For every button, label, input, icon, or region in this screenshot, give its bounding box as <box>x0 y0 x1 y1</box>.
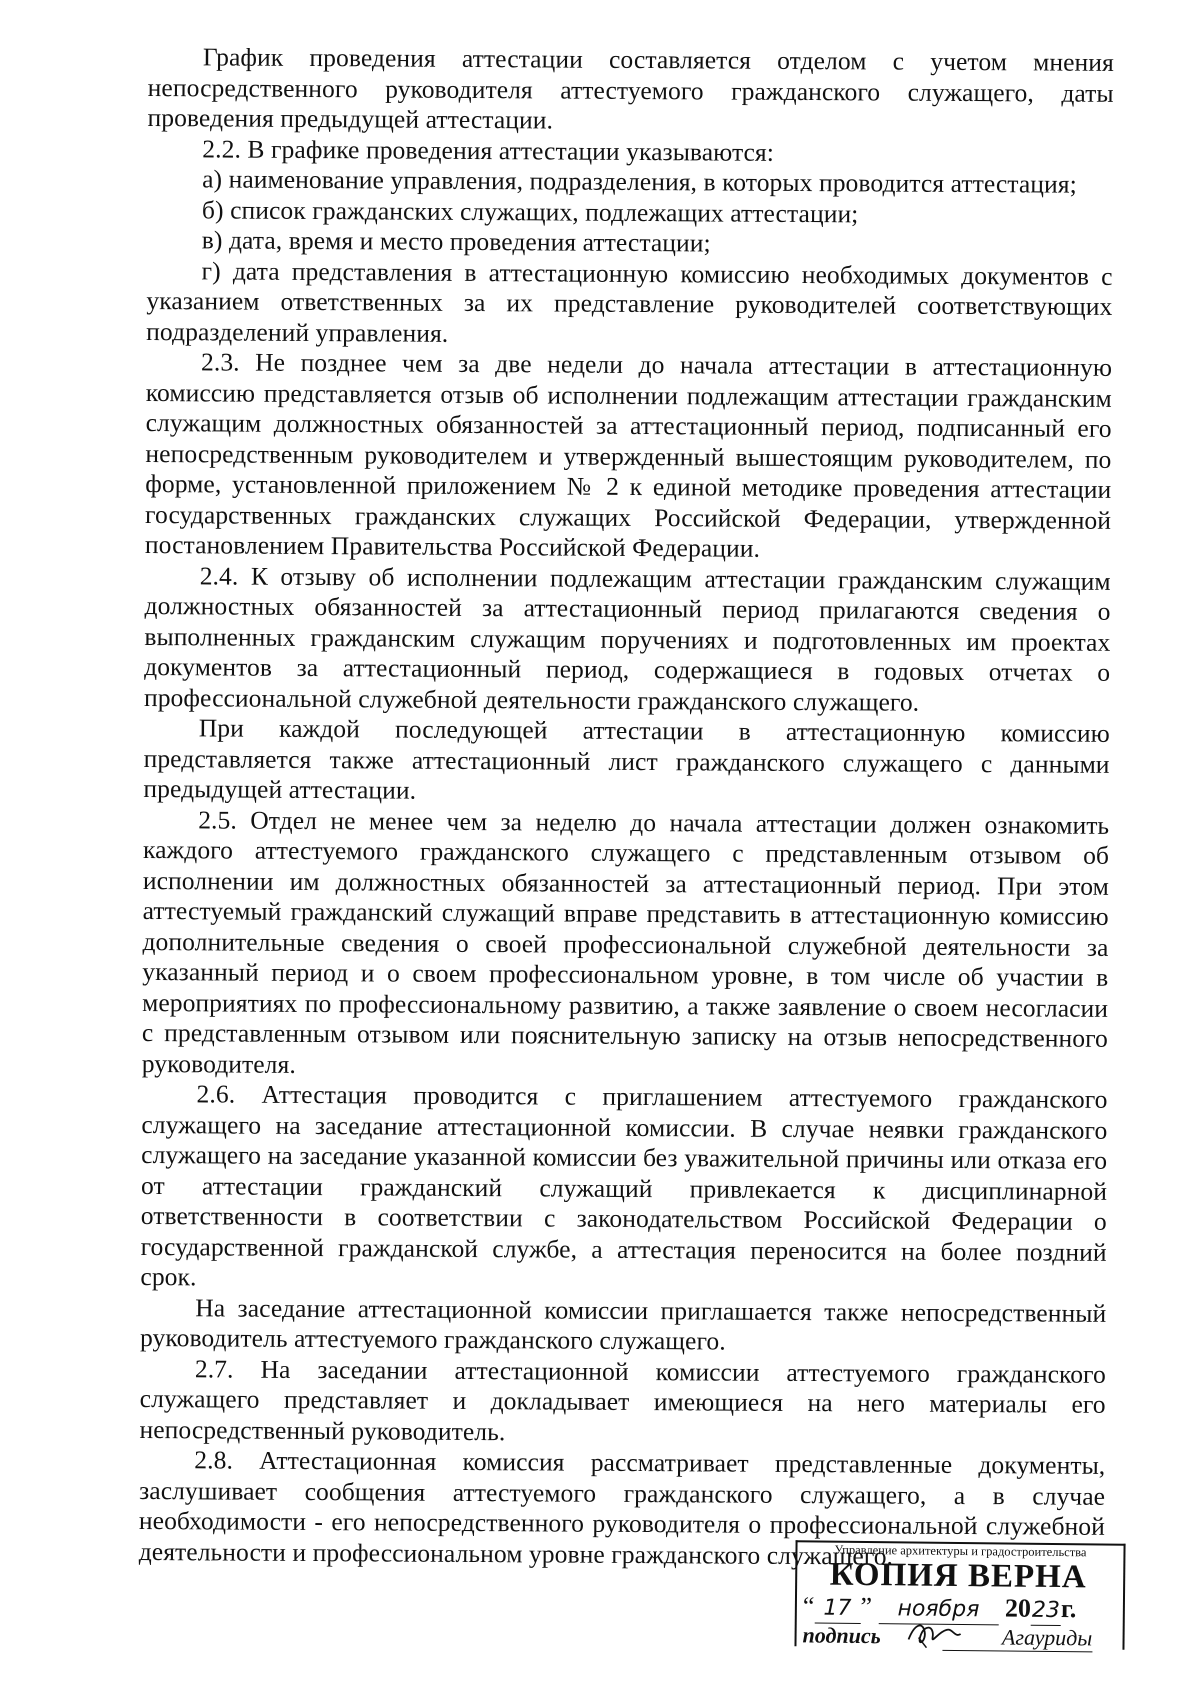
paragraph-2-7: 2.7. На заседании аттестационной комиссии аттестуемого гражданского служащего представляет и докладывает имеющиеся на него материалы его непосредственный руководитель. <box>139 1353 1106 1446</box>
paragraph-subsequent-attestation: При каждой последующей аттестации в аттестационную комиссию представляется также аттестационный лист гражданского служащего с данными предыдущей аттестации. <box>143 713 1110 805</box>
close-quote: ” <box>860 1591 873 1622</box>
stamp-year-prefix: 20 <box>1004 1593 1032 1623</box>
stamp-title: КОПИЯ ВЕРНА <box>829 1556 1087 1596</box>
signature-label: подпись <box>802 1622 881 1649</box>
document-body <box>139 42 1114 1573</box>
stamp-month: ноября <box>878 1595 998 1625</box>
paragraph-2-5: 2.5. Отдел не менее чем за неделю до начала аттестации должен ознакомить каждого аттестуемого гражданского служащего с представленным отзывом об исполнении им должностных обязанностей за аттестационный период. При этом аттестуемый гражданский служащий вправе представить в аттестационную комиссию дополнительные сведения о своей профессиональной служебной деятельности за указанный период и о своем профессиональном уровне, в том числе об участии в мероприятиях по профессиональному развитию, а также заявление о своем несогласии с представленным отзывом или пояснительную записку на отзыв непосредственного руководителя. <box>141 804 1110 1079</box>
list-item-b: б) список гражданских служащих, подлежащих аттестации; <box>201 194 859 228</box>
stamp-year-unit: г. <box>1060 1594 1077 1624</box>
paragraph-2-3: 2.3. Не позднее чем за две недели до начала аттестации в аттестационную комиссию представляется отзыв об исполнении подлежащим аттестации гражданским служащим должностных обязанностей за аттестационный период, подписанный его непосредственным руководителем и утвержденный вышестоящим руководителем, по форме, установленной приложением № 2 к единой методике проведения аттестации государственных гражданских служащих Российской Федерации, утвержденной постановлением Правительства Российской Федерации. <box>144 347 1113 563</box>
handwritten-signature-icon <box>904 1617 964 1652</box>
signer-name: Агауриды <box>942 1624 1092 1653</box>
paragraph-supervisor-invited: На заседание аттестационной комиссии приглашается также непосредственный руководитель аттестуемого гражданского служащего. <box>139 1292 1107 1356</box>
paragraph-2-8: 2.8. Аттестационная комиссия рассматривает представленные документы, заслушивает сообщения аттестуемого гражданского служащего, а в случае необходимости - его непосредственного руководителя о профессиональной служебной деятельности и профессиональном уровне гражданского служащего. <box>138 1445 1106 1571</box>
paragraph-schedule-intro: График проведения аттестации составляется отделом с учетом мнения непосредственного руководителя аттестуемого гражданского служащего, даты проведения предыдущей аттестации. <box>147 42 1114 135</box>
stamp-year-suffix: 23 <box>1031 1597 1061 1626</box>
stamp-organization: Управление архитектуры и градостроительства <box>834 1542 1087 1560</box>
open-quote: “ <box>802 1591 815 1621</box>
paragraph-2-2: 2.2. В графике проведения аттестации указываются: <box>202 133 775 167</box>
copy-certified-stamp <box>794 1540 1125 1653</box>
stamp-day: 17 <box>814 1594 860 1623</box>
paragraph-2-6: 2.6. Аттестация проводится с приглашением аттестуемого гражданского служащего на заседание аттестационной комиссии. В случае неявки гражданского служащего на заседание указанной комиссии без уважительной причины или отказа его от аттестации гражданский служащий привлекается к дисциплинарной ответственности в соответствии с законодательством Российской Федерации о государственной гражданской службе, а аттестация переносится на более поздний срок. <box>140 1079 1108 1292</box>
list-item-g: г) дата представления в аттестационную комиссию необходимых документов с указанием ответственных за их представление руководителей соответствующих подразделений управления. <box>146 255 1113 348</box>
list-item-a: а) наименование управления, подразделения, в которых проводится аттестация; <box>202 164 1077 199</box>
list-item-v: в) дата, время и место проведения аттестации; <box>201 225 711 258</box>
paragraph-2-4: 2.4. К отзыву об исполнении подлежащим аттестации гражданским служащим должностных обязанностей за аттестационный период прилагаются сведения о выполненных гражданским служащим поручениях и подготовленных им проектах документов за аттестационный период, содержащиеся в годовых отчетах о профессиональной служебной деятельности гражданского служащего. <box>143 560 1111 717</box>
